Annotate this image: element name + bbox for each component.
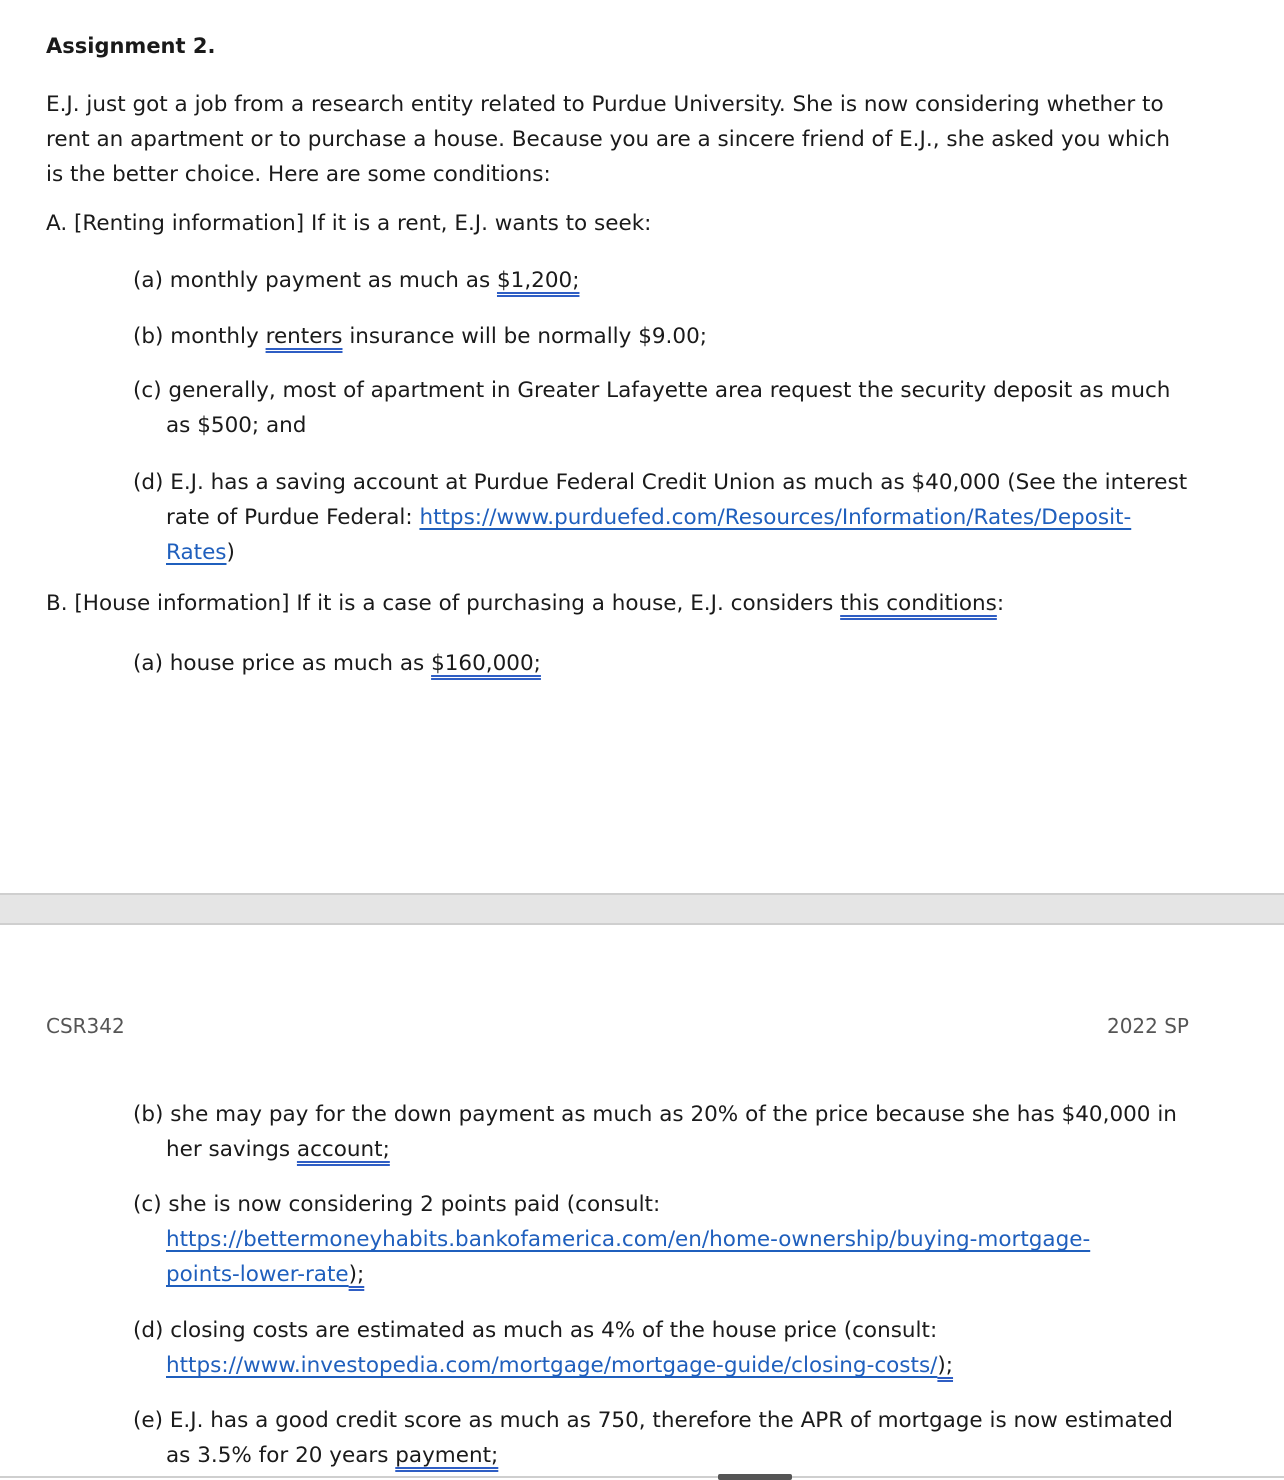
header-semester: 2022 SP	[1106, 1014, 1189, 1038]
section-b-heading-pre: B. [House information] If it is a case of purchasing a house, E.J. considers	[46, 591, 841, 616]
rent-item-c-line2: as $500; and	[166, 413, 307, 438]
investopedia-link[interactable]: https://www.investopedia.com/mortgage/mortgage-guide/closing-costs/	[166, 1353, 938, 1378]
house-item-a-text: (a) house price as much as	[133, 651, 432, 676]
house-item-e-line2-text: as 3.5% for 20 years	[166, 1443, 396, 1468]
house-item-d-line1: (d) closing costs are estimated as much as 4% of the house price (consult:	[133, 1318, 938, 1343]
house-item-c-line2	[133, 1222, 1090, 1257]
payment-word: payment;	[395, 1443, 499, 1468]
rent-item-a	[133, 263, 579, 298]
intro-line-3: is the better choice. Here are some conditions:	[46, 162, 551, 187]
assignment-title: Assignment 2.	[46, 34, 216, 58]
house-item-d-line2	[133, 1348, 953, 1383]
rent-item-b-post: insurance will be normally $9.00;	[342, 324, 707, 349]
rent-item-d	[133, 465, 1187, 570]
rent-item-d-line2-text: rate of Purdue Federal:	[166, 505, 420, 530]
header-course-code: CSR342	[46, 1014, 125, 1038]
house-item-d-tail: );	[937, 1353, 954, 1378]
section-b-heading-post: :	[996, 591, 1005, 616]
intro-line-1: E.J. just got a job from a research entity related to Purdue University. She is now considering whether to	[46, 92, 1164, 117]
house-item-b-line1: (b) she may pay for the down payment as much as 20% of the price because she has $40,000 in	[133, 1102, 1177, 1127]
house-item-c-line1: (c) she is now considering 2 points paid (consult:	[133, 1192, 661, 1217]
rent-item-b	[133, 319, 707, 354]
intro-line-2: rent an apartment or to purchase a house. Because you are a sincere friend of E.J., she asked you which	[46, 127, 1170, 152]
bankofamerica-link[interactable]: https://bettermoneyhabits.bankofamerica.com/en/home-ownership/buying-mortgage-	[166, 1227, 1091, 1252]
house-item-a	[133, 646, 541, 681]
rent-item-b-pre: (b) monthly	[133, 324, 266, 349]
house-item-b-line2-text: her savings	[166, 1137, 297, 1162]
house-item-e	[133, 1403, 1173, 1473]
rent-item-d-line1: (d) E.J. has a saving account at Purdue Federal Credit Union as much as $40,000 (See the interest	[133, 470, 1188, 495]
house-item-d	[133, 1313, 953, 1383]
renters-word: renters	[265, 324, 343, 349]
purduefed-link-cont[interactable]: Rates	[166, 540, 227, 565]
house-item-c-line3	[133, 1257, 1090, 1292]
house-item-c	[133, 1187, 1090, 1292]
account-word: account;	[296, 1137, 390, 1162]
house-item-e-line2	[133, 1438, 1173, 1473]
house-item-b	[133, 1097, 1177, 1167]
bottom-divider	[0, 1476, 1284, 1478]
rent-item-d-close-paren: )	[226, 540, 235, 565]
rent-item-d-line3	[133, 535, 1187, 570]
purduefed-link[interactable]: https://www.purduefed.com/Resources/Information/Rates/Deposit-	[419, 505, 1132, 530]
section-a-heading: A. [Renting information] If it is a rent, E.J. wants to seek:	[46, 211, 652, 236]
rent-amount: $1,200;	[496, 268, 580, 293]
section-b-heading	[46, 591, 1004, 616]
house-item-e-line1: (e) E.J. has a good credit score as much as 750, therefore the APR of mortgage is now estimated	[133, 1408, 1173, 1433]
intro-paragraph	[46, 87, 1246, 192]
rent-item-c-line1: (c) generally, most of apartment in Greater Lafayette area request the security deposit as much	[133, 378, 1171, 403]
rent-item-d-line2	[133, 500, 1187, 535]
this-conditions-word: this conditions	[840, 591, 997, 616]
bankofamerica-link-cont[interactable]: points-lower-rate	[166, 1262, 349, 1287]
house-item-b-line2	[133, 1132, 1177, 1167]
house-item-c-tail: );	[348, 1262, 365, 1287]
scroll-indicator[interactable]	[718, 1474, 792, 1480]
page-break	[0, 893, 1284, 925]
rent-item-c	[133, 373, 1170, 443]
house-price: $160,000;	[431, 651, 541, 676]
rent-item-a-text: (a) monthly payment as much as	[133, 268, 497, 293]
